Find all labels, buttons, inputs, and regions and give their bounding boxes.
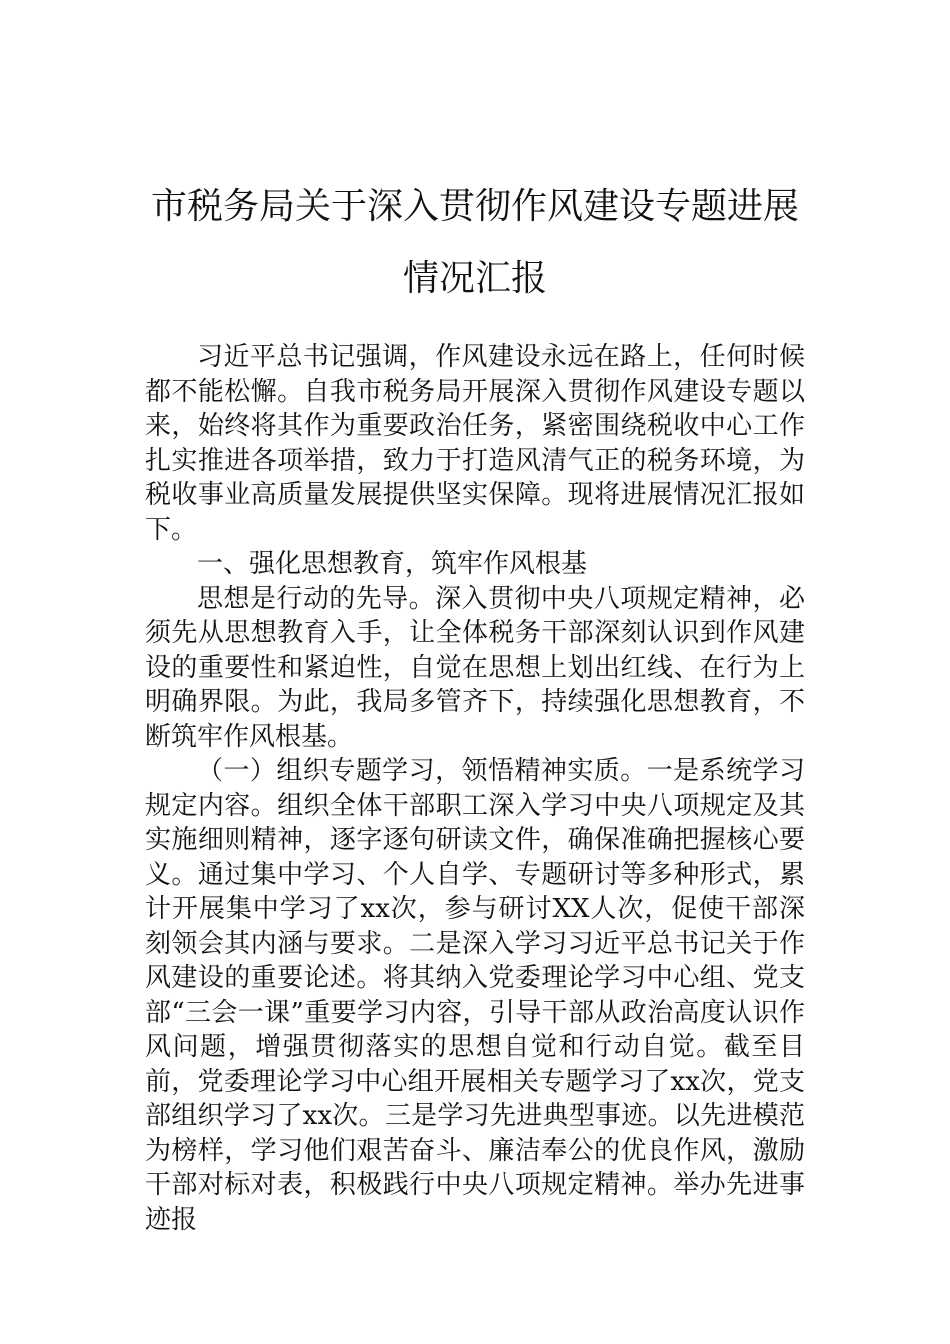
document-body: [145, 340, 805, 1237]
section-1-paragraph: 思想是行动的先导。深入贯彻中央八项规定精神，必须先从思想教育入手，让全体税务干部深刻认识到作风建设的重要性和紧迫性，自觉在思想上划出红线、在行为上明确界限。为此，我局多管齐下，持续强化思想教育，不断筑牢作风根基。: [145, 583, 805, 752]
document-title-line-2: 情况汇报: [402, 258, 547, 299]
document-title-line-1: 市税务局关于深入贯彻作风建设专题进展: [150, 186, 799, 227]
subsection-1-paragraph: （一）组织专题学习，领悟精神实质。一是系统学习规定内容。组织全体干部职工深入学习中央八项规定及其实施细则精神，逐字逐句研读文件，确保准确把握核心要义。通过集中学习、个人自学、专题研讨等多种形式，累计开展集中学习了xx次，参与研讨XX人次，促使干部深刻领会其内涵与要求。二是深入学习习近平总书记关于作风建设的重要论述。将其纳入党委理论学习中心组、党支部“三会一课”重要学习内容，引导干部从政治高度认识作风问题，增强贯彻落实的思想自觉和行动自觉。截至目前，党委理论学习中心组开展相关专题学习了xx次，党支部组织学习了xx次。三是学习先进典型事迹。以先进模范为榜样，学习他们艰苦奋斗、廉洁奉公的优良作风，激励干部对标对表，积极践行中央八项规定精神。举办先进事迹报: [145, 756, 805, 1235]
intro-paragraph: 习近平总书记强调，作风建设永远在路上，任何时候都不能松懈。自我市税务局开展深入贯彻作风建设专题以来，始终将其作为重要政治任务，紧密围绕税收中心工作扎实推进各项举措，致力于打造风清气正的税务环境，为税收事业高质量发展提供坚实保障。现将进展情况汇报如下。: [145, 342, 805, 545]
section-1-heading: 一、强化思想教育，筑牢作风根基: [197, 549, 588, 579]
